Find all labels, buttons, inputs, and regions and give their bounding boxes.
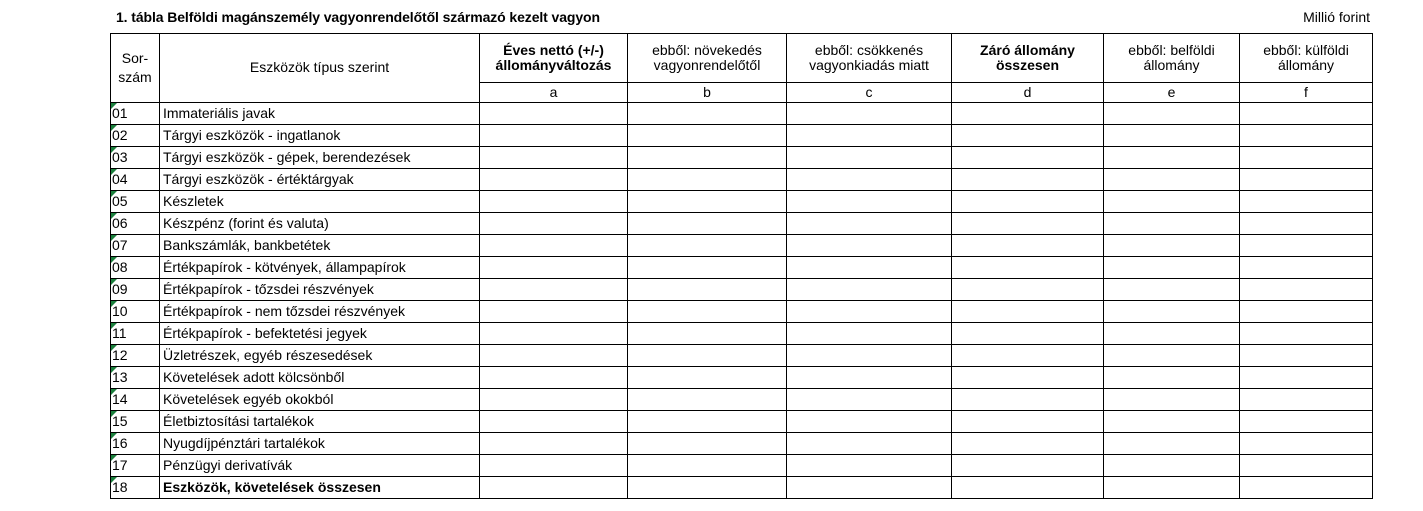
row-number: 05 bbox=[111, 191, 160, 213]
cell-d[interactable] bbox=[952, 169, 1104, 191]
row-number: 08 bbox=[111, 257, 160, 279]
cell-f[interactable] bbox=[1240, 169, 1373, 191]
cell-e[interactable] bbox=[1104, 367, 1240, 389]
table-row bbox=[111, 389, 1373, 411]
row-number: 13 bbox=[111, 367, 160, 389]
header-row bbox=[111, 34, 1373, 83]
col-header-e-line2: állomány bbox=[1143, 57, 1200, 73]
table-row bbox=[111, 367, 1373, 389]
table-row bbox=[111, 103, 1373, 125]
cell-a[interactable] bbox=[480, 433, 628, 455]
cell-e[interactable] bbox=[1104, 103, 1240, 125]
table-title: 1. tábla Belföldi magánszemély vagyonrendelőtől származó kezelt vagyon bbox=[116, 9, 600, 25]
cell-a[interactable] bbox=[480, 147, 628, 169]
cell-a[interactable] bbox=[480, 169, 628, 191]
table-row bbox=[111, 345, 1373, 367]
col-header-b-line2: vagyonrendelőtől bbox=[653, 57, 761, 73]
col-header-e-line1: ebből: belföldi bbox=[1128, 41, 1215, 58]
row-label: Tárgyi eszközök - értéktárgyak bbox=[160, 169, 480, 191]
row-label: Követelések egyéb okokból bbox=[160, 389, 480, 411]
row-label: Tárgyi eszközök - ingatlanok bbox=[160, 125, 480, 147]
row-label: Üzletrészek, egyéb részesedések bbox=[160, 345, 480, 367]
col-letter-e: e bbox=[1104, 83, 1240, 103]
row-number: 03 bbox=[111, 147, 160, 169]
row-number: 16 bbox=[111, 433, 160, 455]
col-letter-c: c bbox=[787, 83, 952, 103]
sorszam-line2: szám bbox=[118, 69, 152, 85]
col-header-d bbox=[952, 34, 1104, 83]
col-header-a bbox=[480, 34, 628, 83]
cell-e[interactable] bbox=[1104, 279, 1240, 301]
cell-c[interactable] bbox=[787, 103, 952, 125]
cell-f[interactable] bbox=[1240, 147, 1373, 169]
cell-a[interactable] bbox=[480, 455, 628, 477]
cell-c[interactable] bbox=[787, 411, 952, 433]
cell-f[interactable] bbox=[1240, 345, 1373, 367]
col-header-f-line2: állomány bbox=[1277, 57, 1335, 73]
cell-d[interactable] bbox=[952, 301, 1104, 323]
row-number: 17 bbox=[111, 455, 160, 477]
cell-b[interactable] bbox=[628, 191, 787, 213]
cell-c[interactable] bbox=[787, 235, 952, 257]
table-row bbox=[111, 477, 1373, 499]
cell-a[interactable] bbox=[480, 477, 628, 499]
unit-label: Millió forint bbox=[1303, 9, 1370, 25]
cell-c[interactable] bbox=[787, 169, 952, 191]
cell-e[interactable] bbox=[1104, 235, 1240, 257]
cell-f[interactable] bbox=[1240, 125, 1373, 147]
col-header-c bbox=[787, 34, 952, 83]
cell-a[interactable] bbox=[480, 235, 628, 257]
table-row bbox=[111, 125, 1373, 147]
cell-d[interactable] bbox=[952, 279, 1104, 301]
row-label: Immateriális javak bbox=[160, 103, 480, 125]
cell-c[interactable] bbox=[787, 433, 952, 455]
cell-c[interactable] bbox=[787, 389, 952, 411]
cell-a[interactable] bbox=[480, 103, 628, 125]
cell-a[interactable] bbox=[480, 323, 628, 345]
row-number: 07 bbox=[111, 235, 160, 257]
desc-header: Eszközök típus szerint bbox=[160, 34, 480, 103]
cell-f[interactable] bbox=[1240, 433, 1373, 455]
col-header-f-line1: ebből: külföldi bbox=[1263, 41, 1349, 58]
cell-d[interactable] bbox=[952, 235, 1104, 257]
row-number: 11 bbox=[111, 323, 160, 345]
row-label: Eszközök, követelések összesen bbox=[160, 477, 480, 499]
table-row bbox=[111, 191, 1373, 213]
row-label: Tárgyi eszközök - gépek, berendezések bbox=[160, 147, 480, 169]
cell-e[interactable] bbox=[1104, 213, 1240, 235]
col-header-d-line2: összesen bbox=[995, 57, 1060, 73]
cell-c[interactable] bbox=[787, 257, 952, 279]
cell-f[interactable] bbox=[1240, 191, 1373, 213]
row-label: Követelések adott kölcsönből bbox=[160, 367, 480, 389]
cell-b[interactable] bbox=[628, 147, 787, 169]
row-label: Értékpapírok - kötvények, állampapírok bbox=[160, 257, 480, 279]
cell-d[interactable] bbox=[952, 389, 1104, 411]
cell-d[interactable] bbox=[952, 433, 1104, 455]
cell-b[interactable] bbox=[628, 169, 787, 191]
cell-f[interactable] bbox=[1240, 103, 1373, 125]
row-label: Életbiztosítási tartalékok bbox=[160, 411, 480, 433]
col-header-c-line2: vagyonkiadás miatt bbox=[809, 57, 929, 73]
cell-a[interactable] bbox=[480, 279, 628, 301]
cell-e[interactable] bbox=[1104, 323, 1240, 345]
cell-f[interactable] bbox=[1240, 367, 1373, 389]
cell-d[interactable] bbox=[952, 191, 1104, 213]
cell-d[interactable] bbox=[952, 213, 1104, 235]
cell-a[interactable] bbox=[480, 213, 628, 235]
cell-b[interactable] bbox=[628, 433, 787, 455]
cell-e[interactable] bbox=[1104, 389, 1240, 411]
asset-table bbox=[110, 33, 1373, 499]
cell-e[interactable] bbox=[1104, 411, 1240, 433]
table-row bbox=[111, 411, 1373, 433]
table-row bbox=[111, 257, 1373, 279]
cell-a[interactable] bbox=[480, 301, 628, 323]
cell-b[interactable] bbox=[628, 367, 787, 389]
cell-d[interactable] bbox=[952, 455, 1104, 477]
cell-b[interactable] bbox=[628, 103, 787, 125]
cell-a[interactable] bbox=[480, 411, 628, 433]
cell-c[interactable] bbox=[787, 191, 952, 213]
cell-d[interactable] bbox=[952, 125, 1104, 147]
cell-f[interactable] bbox=[1240, 455, 1373, 477]
cell-f[interactable] bbox=[1240, 213, 1373, 235]
col-letter-b: b bbox=[628, 83, 787, 103]
table-row bbox=[111, 213, 1373, 235]
cell-f[interactable] bbox=[1240, 477, 1373, 499]
cell-f[interactable] bbox=[1240, 323, 1373, 345]
row-label: Nyugdíjpénztári tartalékok bbox=[160, 433, 480, 455]
row-label: Pénzügyi derivatívák bbox=[160, 455, 480, 477]
row-label: Készpénz (forint és valuta) bbox=[160, 213, 480, 235]
cell-e[interactable] bbox=[1104, 301, 1240, 323]
cell-d[interactable] bbox=[952, 411, 1104, 433]
cell-d[interactable] bbox=[952, 345, 1104, 367]
cell-c[interactable] bbox=[787, 323, 952, 345]
row-number: 15 bbox=[111, 411, 160, 433]
row-number: 18 bbox=[111, 477, 160, 499]
cell-a[interactable] bbox=[480, 191, 628, 213]
table-row bbox=[111, 279, 1373, 301]
cell-a[interactable] bbox=[480, 125, 628, 147]
cell-b[interactable] bbox=[628, 411, 787, 433]
cell-a[interactable] bbox=[480, 389, 628, 411]
row-number: 06 bbox=[111, 213, 160, 235]
cell-a[interactable] bbox=[480, 345, 628, 367]
col-header-b bbox=[628, 34, 787, 83]
col-header-c-line1: ebből: csökkenés bbox=[814, 41, 924, 58]
cell-b[interactable] bbox=[628, 235, 787, 257]
col-header-e bbox=[1104, 34, 1240, 83]
cell-e[interactable] bbox=[1104, 125, 1240, 147]
row-number: 10 bbox=[111, 301, 160, 323]
table-row bbox=[111, 147, 1373, 169]
cell-c[interactable] bbox=[787, 345, 952, 367]
cell-d[interactable] bbox=[952, 367, 1104, 389]
cell-d[interactable] bbox=[952, 257, 1104, 279]
cell-e[interactable] bbox=[1104, 169, 1240, 191]
col-letter-d: d bbox=[952, 83, 1104, 103]
cell-d[interactable] bbox=[952, 477, 1104, 499]
cell-e[interactable] bbox=[1104, 147, 1240, 169]
cell-e[interactable] bbox=[1104, 433, 1240, 455]
table-row bbox=[111, 235, 1373, 257]
cell-b[interactable] bbox=[628, 345, 787, 367]
row-label: Bankszámlák, bankbetétek bbox=[160, 235, 480, 257]
cell-c[interactable] bbox=[787, 301, 952, 323]
col-header-a-line2: állományváltozás bbox=[495, 57, 612, 73]
cell-f[interactable] bbox=[1240, 389, 1373, 411]
cell-b[interactable] bbox=[628, 257, 787, 279]
cell-b[interactable] bbox=[628, 455, 787, 477]
cell-f[interactable] bbox=[1240, 257, 1373, 279]
cell-e[interactable] bbox=[1104, 191, 1240, 213]
cell-d[interactable] bbox=[952, 103, 1104, 125]
col-header-d-line1: Záró állomány bbox=[980, 41, 1075, 58]
row-label: Értékpapírok - tőzsdei részvények bbox=[160, 279, 480, 301]
cell-a[interactable] bbox=[480, 367, 628, 389]
cell-f[interactable] bbox=[1240, 301, 1373, 323]
row-number: 14 bbox=[111, 389, 160, 411]
cell-b[interactable] bbox=[628, 323, 787, 345]
cell-f[interactable] bbox=[1240, 235, 1373, 257]
table-row bbox=[111, 323, 1373, 345]
cell-c[interactable] bbox=[787, 147, 952, 169]
table-row bbox=[111, 301, 1373, 323]
sorszam-line1: Sor- bbox=[121, 50, 149, 66]
row-number: 12 bbox=[111, 345, 160, 367]
cell-c[interactable] bbox=[787, 213, 952, 235]
cell-b[interactable] bbox=[628, 213, 787, 235]
cell-d[interactable] bbox=[952, 147, 1104, 169]
cell-c[interactable] bbox=[787, 477, 952, 499]
table-row bbox=[111, 169, 1373, 191]
cell-e[interactable] bbox=[1104, 455, 1240, 477]
cell-a[interactable] bbox=[480, 257, 628, 279]
cell-f[interactable] bbox=[1240, 411, 1373, 433]
cell-b[interactable] bbox=[628, 301, 787, 323]
col-header-f bbox=[1240, 34, 1373, 83]
cell-b[interactable] bbox=[628, 125, 787, 147]
cell-e[interactable] bbox=[1104, 257, 1240, 279]
cell-f[interactable] bbox=[1240, 279, 1373, 301]
row-number: 09 bbox=[111, 279, 160, 301]
col-header-a-line1: Éves nettó (+/-) bbox=[503, 41, 604, 58]
col-header-b-line1: ebből: növekedés bbox=[652, 41, 762, 58]
row-number: 02 bbox=[111, 125, 160, 147]
row-label: Értékpapírok - nem tőzsdei részvények bbox=[160, 301, 480, 323]
row-number: 01 bbox=[111, 103, 160, 125]
row-label: Készletek bbox=[160, 191, 480, 213]
col-letter-f: f bbox=[1240, 83, 1373, 103]
row-number: 04 bbox=[111, 169, 160, 191]
row-label: Értékpapírok - befektetési jegyek bbox=[160, 323, 480, 345]
cell-b[interactable] bbox=[628, 389, 787, 411]
col-letter-a: a bbox=[480, 83, 628, 103]
table-row bbox=[111, 433, 1373, 455]
cell-c[interactable] bbox=[787, 367, 952, 389]
cell-e[interactable] bbox=[1104, 477, 1240, 499]
cell-c[interactable] bbox=[787, 279, 952, 301]
cell-c[interactable] bbox=[787, 455, 952, 477]
table-row bbox=[111, 455, 1373, 477]
cell-b[interactable] bbox=[628, 279, 787, 301]
cell-c[interactable] bbox=[787, 125, 952, 147]
cell-b[interactable] bbox=[628, 477, 787, 499]
cell-e[interactable] bbox=[1104, 345, 1240, 367]
cell-d[interactable] bbox=[952, 323, 1104, 345]
sorszam-header bbox=[111, 34, 160, 103]
